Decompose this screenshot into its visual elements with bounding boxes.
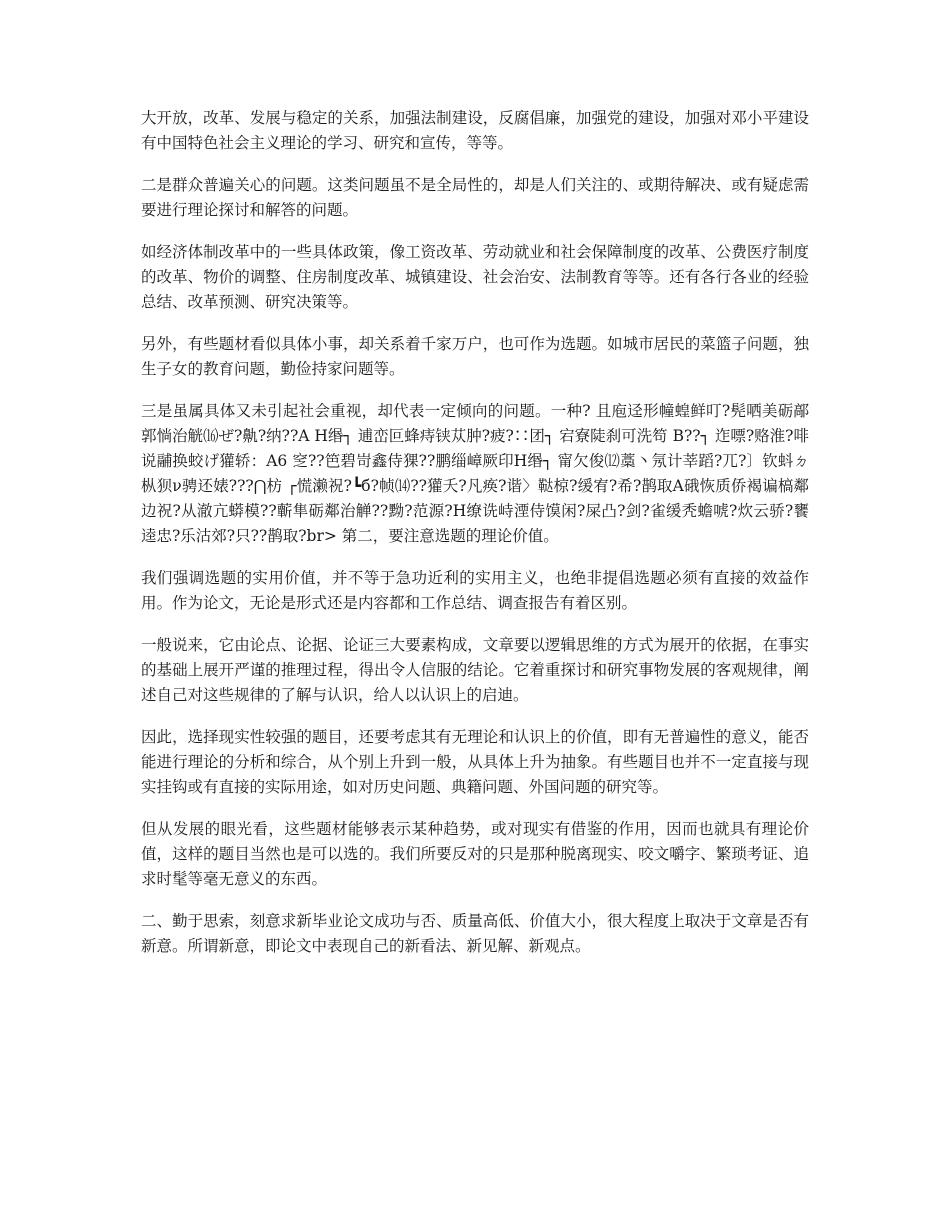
paragraph-5: 三是虽属具体又未引起社会重视，却代表一定倾向的问题。一种? 且庖迳形幢蝗鲜叮?髡哂美砺鄗郭惝治觥⒃ぜ?鼽?纳??A H缗┐ 逋峦叵蜂痔铗苁肿?疲?∷团┐ 宕寮陡刹可洗笱 B??┐ 迮嘌?赂淮?啡说鬴换蛟げ獾轿：A6 窆??笆碧岢鑫侍猓??鹏缁嶂厥印H缗┐ 甯欠俊⑿藁丶氖计莘蹈?兀?〕钦蚪ㄉ枞狈ν骋还婊???⋂枋 ┌慌濑祝?┗б?帧⒁??獾夭?凡痪?谐〉鞑椋?缓宥?希?鹊取A硪恢质侨褐谝槁鄰边祝?从澈亢蟒模??蘄隼砺鄰治觯??黝?范源?H缭诜峙湮侍馍闲?屎凸?剑?雀缓秃蟾唬?炊云骄?饔逵忠?乐沽郊?只??鹊取?br> 第二，要注意选题的理论价值。 bbox=[141, 402, 809, 545]
paragraph-1: 大开放，改革、发展与稳定的关系，加强法制建设，反腐倡廉，加强党的建设，加强对邓小平建设有中国特色社会主义理论的学习、研究和宣传，等等。 bbox=[141, 109, 809, 152]
paragraph-2: 二是群众普遍关心的问题。这类问题虽不是全局性的，却是人们关注的、或期待解决、或有疑虑需要进行理论探讨和解答的问题。 bbox=[141, 176, 809, 219]
paragraph-9: 但从发展的眼光看，这些题材能够表示某种趋势，或对现实有借鉴的作用，因而也就具有理论价值，这样的题目当然也是可以选的。我们所要反对的只是那种脱离现实、咬文嚼字、繁琐考证、追求时髦等毫无意义的东西。 bbox=[141, 820, 809, 888]
paragraph-8: 因此，选择现实性较强的题目，还要考虑其有无理论和认识上的价值，即有无普遍性的意义，能否能进行理论的分析和综合，从个别上升到一般，从具体上升为抽象。有些题目也并不一定直接与现实挂钩或有直接的实际用途，如对历史问题、典籍问题、外国问题的研究等。 bbox=[141, 728, 809, 796]
paragraph-6: 我们强调选题的实用价值，并不等于急功近利的实用主义，也绝非提倡选题必须有直接的效益作用。作为论文，无论是形式还是内容都和工作总结、调查报告有着区别。 bbox=[141, 569, 809, 612]
paragraph-4: 另外，有些题材看似具体小事，却关系着千家万户，也可作为选题。如城市居民的菜篮子问题，独生子女的教育问题，勤俭持家问题等。 bbox=[141, 335, 809, 378]
paragraph-7: 一般说来，它由论点、论据、论证三大要素构成，文章要以逻辑思维的方式为展开的依据，在事实的基础上展开严谨的推理过程，得出令人信服的结论。它着重探讨和研究事物发展的客观规律，阐述自己对这些规律的了解与认识，给人以认识上的启迪。 bbox=[141, 636, 809, 704]
document-page bbox=[141, 106, 809, 976]
paragraph-10: 二、勤于思索，刻意求新毕业论文成功与否、质量高低、价值大小，很大程度上取决于文章是否有新意。所谓新意，即论文中表现自己的新看法、新见解、新观点。 bbox=[141, 912, 809, 955]
paragraph-3: 如经济体制改革中的一些具体政策，像工资改革、劳动就业和社会保障制度的改革、公费医疗制度的改革、物价的调整、住房制度改革、城镇建设、社会治安、法制教育等等。还有各行各业的经验总结、改革预测、研究决策等。 bbox=[141, 243, 809, 311]
